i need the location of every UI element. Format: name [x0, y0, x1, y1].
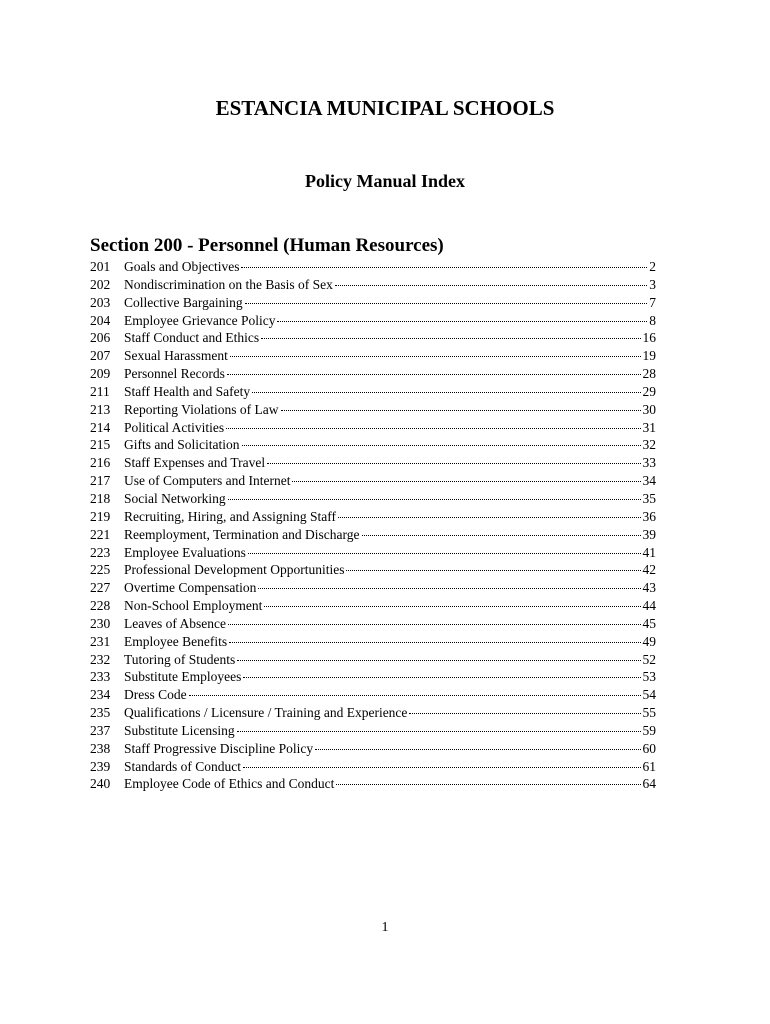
toc-dot-leader: [248, 553, 641, 554]
toc-entry-number: 230: [90, 615, 111, 631]
toc-entry-number: 215: [90, 437, 111, 453]
toc-entry: [90, 365, 656, 383]
toc-entry-title: Personnel Records: [124, 366, 225, 382]
toc-entry-number: 203: [90, 294, 111, 310]
toc-entry-page: 19: [642, 348, 656, 364]
toc-entry-title: Staff Health and Safety: [124, 383, 251, 399]
toc-entry-page: 29: [642, 383, 656, 399]
toc-entry-number: 240: [90, 776, 111, 792]
toc-entry-number: 231: [90, 633, 111, 649]
toc-list: [90, 258, 656, 793]
toc-entry-title: Employee Evaluations: [124, 544, 246, 560]
toc-entry-number: 238: [90, 740, 111, 756]
toc-entry: [90, 579, 656, 597]
toc-entry-number: 211: [90, 383, 110, 399]
toc-entry-title: Reemployment, Termination and Discharge: [124, 526, 360, 542]
toc-entry-page: 32: [642, 437, 656, 453]
toc-dot-leader: [229, 642, 640, 643]
toc-entry-number: 204: [90, 312, 111, 328]
toc-entry-page: 53: [642, 669, 656, 685]
toc-entry: [90, 312, 656, 330]
toc-entry-number: 225: [90, 562, 111, 578]
toc-entry-title: Employee Code of Ethics and Conduct: [124, 776, 335, 792]
toc-entry: [90, 775, 656, 793]
toc-dot-leader: [335, 285, 647, 286]
toc-entry: [90, 544, 656, 562]
toc-entry-number: 209: [90, 366, 111, 382]
toc-entry-number: 221: [90, 526, 111, 542]
toc-dot-leader: [315, 749, 640, 750]
toc-entry: [90, 704, 656, 722]
toc-entry: [90, 401, 656, 419]
toc-entry: [90, 508, 656, 526]
toc-entry: [90, 294, 656, 312]
toc-entry-title: Staff Conduct and Ethics: [124, 330, 260, 346]
toc-entry: [90, 329, 656, 347]
toc-entry-title: Use of Computers and Internet: [124, 473, 291, 489]
toc-dot-leader: [261, 338, 640, 339]
toc-entry-title: Professional Development Opportunities: [124, 562, 345, 578]
toc-dot-leader: [258, 588, 640, 589]
toc-entry: [90, 347, 656, 365]
toc-entry-page: 43: [642, 580, 656, 596]
toc-dot-leader: [336, 784, 640, 785]
toc-entry: [90, 615, 656, 633]
toc-entry-page: 61: [642, 758, 656, 774]
toc-entry: [90, 633, 656, 651]
toc-entry: [90, 526, 656, 544]
toc-entry-title: Political Activities: [124, 419, 225, 435]
toc-entry: [90, 758, 656, 776]
toc-entry-page: 28: [642, 366, 656, 382]
toc-entry-page: 30: [642, 401, 656, 417]
toc-entry: [90, 276, 656, 294]
toc-entry-title: Substitute Licensing: [124, 722, 235, 738]
toc-dot-leader: [243, 767, 641, 768]
toc-entry-number: 201: [90, 259, 111, 274]
toc-entry: [90, 436, 656, 454]
toc-entry-number: 213: [90, 401, 111, 417]
toc-dot-leader: [230, 356, 641, 357]
toc-entry-title: Substitute Employees: [124, 669, 242, 685]
toc-entry-number: 239: [90, 758, 111, 774]
toc-entry-page: 33: [642, 455, 656, 471]
toc-entry-title: Overtime Compensation: [124, 580, 257, 596]
toc-entry-number: 218: [90, 490, 111, 506]
toc-dot-leader: [409, 713, 640, 714]
toc-entry-page: 49: [642, 633, 656, 649]
toc-entry-title: Goals and Objectives: [124, 259, 240, 274]
toc-entry-title: Dress Code: [124, 687, 187, 703]
toc-entry-number: 227: [90, 580, 111, 596]
toc-entry-page: 42: [642, 562, 656, 578]
toc-entry-title: Staff Expenses and Travel: [124, 455, 266, 471]
toc-entry-number: 237: [90, 722, 111, 738]
toc-entry-page: 44: [642, 598, 656, 614]
toc-dot-leader: [228, 499, 641, 500]
toc-entry-number: 223: [90, 544, 111, 560]
toc-dot-leader: [346, 570, 640, 571]
toc-entry-title: Social Networking: [124, 490, 226, 506]
toc-entry-title: Nondiscrimination on the Basis of Sex: [124, 276, 333, 292]
toc-entry-page: 64: [642, 776, 656, 792]
toc-entry-page: 3: [649, 276, 656, 292]
toc-entry: [90, 561, 656, 579]
page-title: ESTANCIA MUNICIPAL SCHOOLS: [215, 96, 555, 120]
toc-entry-number: 207: [90, 348, 111, 364]
section-heading: Section 200 - Personnel (Human Resources): [90, 235, 444, 256]
toc-entry-page: 31: [642, 419, 656, 435]
toc-dot-leader: [242, 445, 641, 446]
toc-dot-leader: [237, 660, 640, 661]
toc-entry-page: 36: [642, 508, 656, 524]
toc-entry: [90, 668, 656, 686]
page-subtitle: Policy Manual Index: [304, 171, 465, 191]
toc-entry: [90, 651, 656, 669]
toc-dot-leader: [264, 606, 640, 607]
toc-dot-leader: [237, 731, 641, 732]
toc-entry-title: Employee Grievance Policy: [124, 312, 276, 328]
toc-dot-leader: [226, 428, 640, 429]
toc-entry-number: 234: [90, 687, 111, 703]
toc-entry-title: Leaves of Absence: [124, 615, 226, 631]
toc-entry-page: 2: [649, 259, 656, 274]
toc-entry: [90, 490, 656, 508]
toc-entry-page: 41: [642, 544, 656, 560]
toc-entry-page: 45: [642, 615, 656, 631]
toc-entry-number: 214: [90, 419, 111, 435]
toc-entry: [90, 597, 656, 615]
toc-entry-number: 202: [90, 276, 111, 292]
toc-entry: [90, 419, 656, 437]
toc-entry-page: 8: [649, 312, 656, 328]
toc-entry: [90, 686, 656, 704]
toc-entry: [90, 454, 656, 472]
toc-dot-leader: [338, 517, 641, 518]
toc-entry-page: 7: [649, 294, 656, 310]
toc-entry-page: 34: [642, 473, 656, 489]
toc-entry-page: 55: [642, 705, 656, 721]
toc-entry-title: Reporting Violations of Law: [124, 401, 279, 417]
toc-entry-number: 235: [90, 705, 111, 721]
toc-entry-title: Qualifications / Licensure / Training and Experience: [124, 705, 408, 721]
toc-entry-page: 60: [642, 740, 656, 756]
toc-dot-leader: [252, 392, 640, 393]
toc-entry-number: 206: [90, 330, 111, 346]
toc-entry-title: Staff Progressive Discipline Policy: [124, 740, 314, 756]
toc-dot-leader: [245, 303, 648, 304]
toc-entry-page: 59: [642, 722, 656, 738]
toc-entry-page: 54: [642, 687, 656, 703]
toc-dot-leader: [362, 535, 641, 536]
toc-dot-leader: [243, 677, 640, 678]
toc-entry-title: Tutoring of Students: [124, 651, 236, 667]
toc-entry-number: 217: [90, 473, 111, 489]
toc-entry-number: 219: [90, 508, 111, 524]
toc-entry-number: 216: [90, 455, 111, 471]
toc-dot-leader: [292, 481, 640, 482]
toc-dot-leader: [228, 624, 641, 625]
toc-entry-title: Recruiting, Hiring, and Assigning Staff: [124, 508, 336, 524]
toc-entry-title: Employee Benefits: [124, 633, 228, 649]
toc-entry: [90, 722, 656, 740]
toc-dot-leader: [281, 410, 641, 411]
toc-dot-leader: [267, 463, 640, 464]
toc-entry-title: Standards of Conduct: [124, 758, 241, 774]
toc-dot-leader: [189, 695, 641, 696]
toc-dot-leader: [227, 374, 641, 375]
toc-entry-number: 228: [90, 598, 111, 614]
toc-dot-leader: [277, 321, 647, 322]
toc-entry-title: Gifts and Solicitation: [124, 437, 240, 453]
toc-entry-number: 233: [90, 669, 111, 685]
toc-entry: [90, 472, 656, 490]
toc-entry-page: 35: [642, 490, 656, 506]
toc-entry-title: Non-School Employment: [124, 598, 263, 614]
toc-entry: [90, 740, 656, 758]
toc-entry-title: Sexual Harassment: [124, 348, 228, 364]
toc-entry-page: 39: [642, 526, 656, 542]
toc-entry: [90, 258, 656, 276]
toc-entry-page: 16: [642, 330, 656, 346]
toc-entry-title: Collective Bargaining: [124, 294, 243, 310]
toc-entry-page: 52: [642, 651, 656, 667]
toc-dot-leader: [241, 267, 647, 268]
toc-entry-number: 232: [90, 651, 111, 667]
page-number: 1: [381, 920, 389, 935]
toc-entry: [90, 383, 656, 401]
